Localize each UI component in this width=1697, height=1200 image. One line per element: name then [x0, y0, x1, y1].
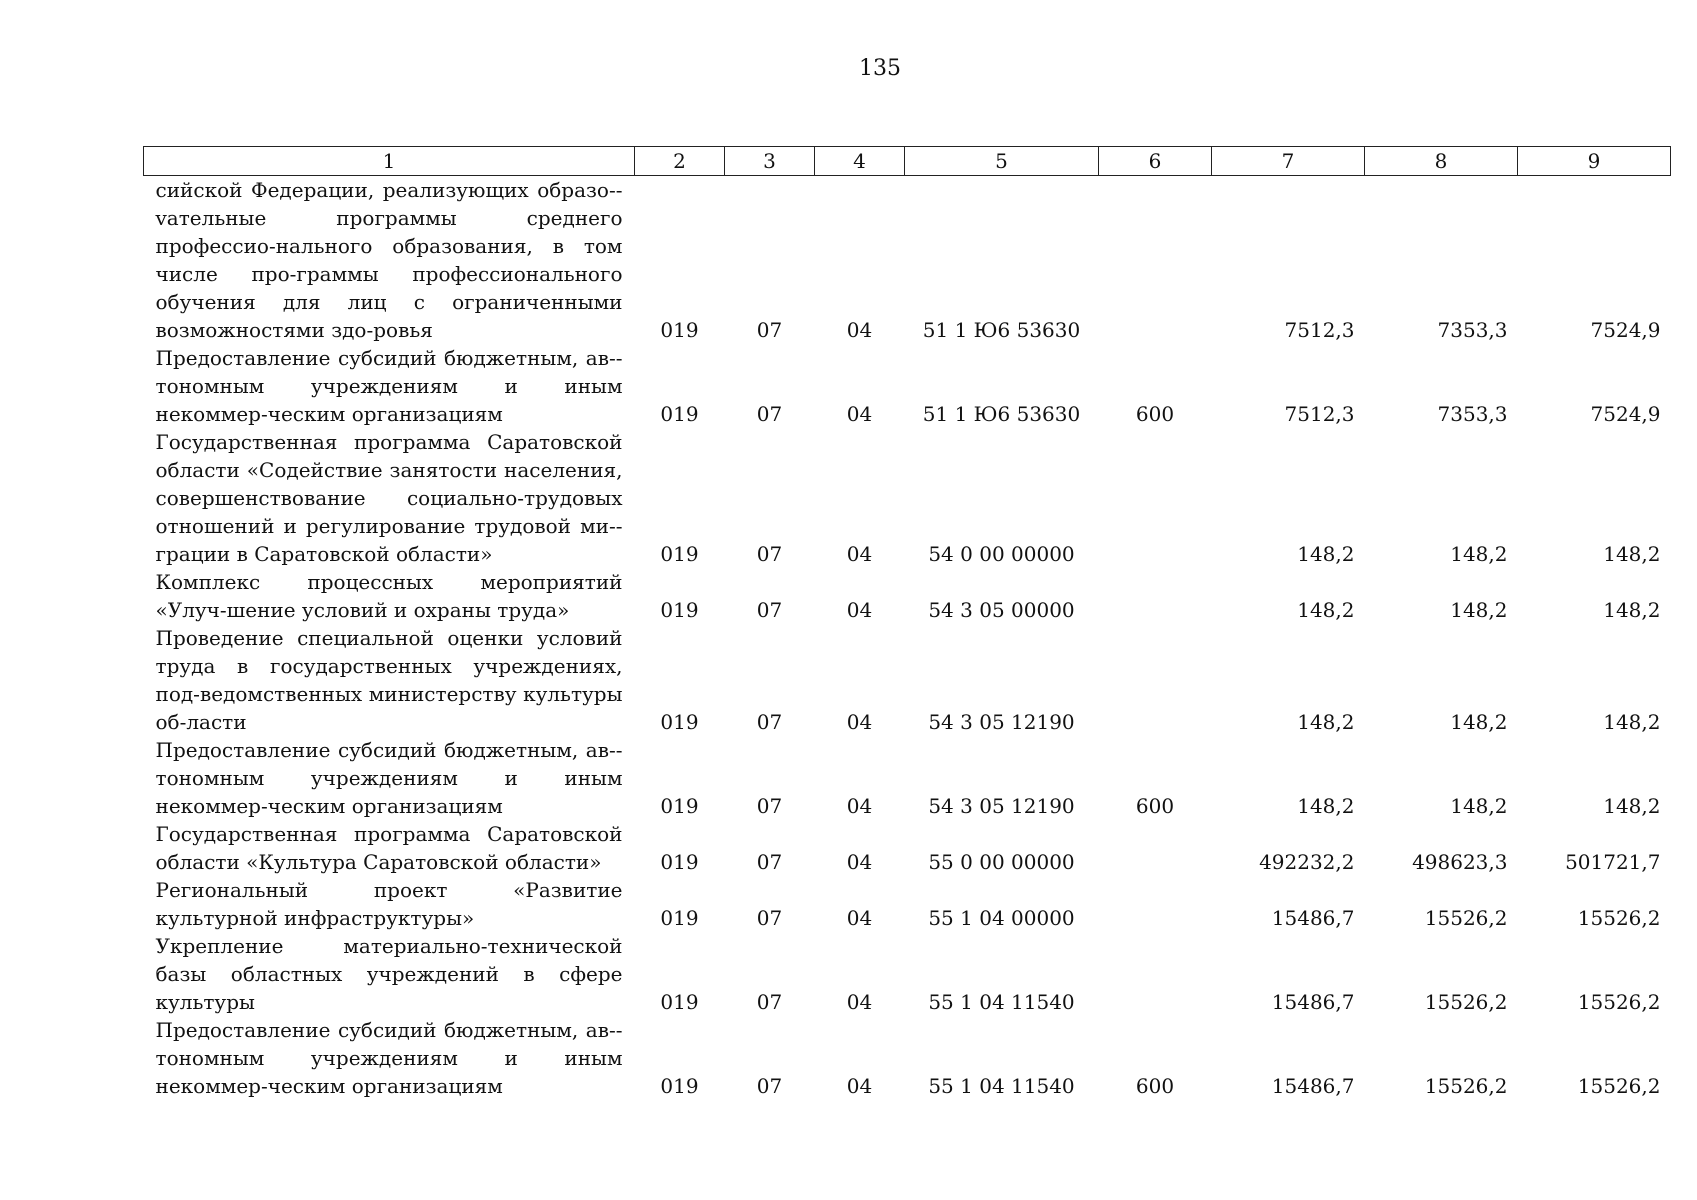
row-description: сийской Федерации, реализующих образо-vательные программы среднего профессио-нального образования, в том числе про-граммы профессионального обучения для лиц с ограниченными возможностями здо-ровья	[155, 178, 623, 342]
cell-subsection-code: 04	[846, 906, 873, 930]
cell-subsection-code: 04	[846, 318, 873, 342]
column-header-8: 8	[1365, 147, 1518, 176]
column-header-5: 5	[905, 147, 1099, 176]
cell-target-article: 55 1 04 11540	[928, 1074, 1075, 1098]
cell-amount-col9: 7524,9	[1590, 318, 1661, 342]
cell-amount-col8: 148,2	[1450, 710, 1508, 734]
cell-amount-col9: 148,2	[1603, 710, 1661, 734]
table-row	[144, 820, 1671, 876]
column-header-7: 7	[1212, 147, 1365, 176]
column-header-2: 2	[635, 147, 725, 176]
row-description: Предоставление субсидий бюджетным, ав-тономным учреждениям и иным некоммер-ческим организациям	[155, 1018, 623, 1098]
cell-amount-col7: 15486,7	[1271, 1074, 1355, 1098]
table-row	[144, 736, 1671, 820]
cell-target-article: 51 1 Ю6 53630	[922, 402, 1081, 426]
table-row	[144, 1016, 1671, 1100]
cell-section-code: 07	[756, 542, 783, 566]
row-description: Предоставление субсидий бюджетным, ав-тономным учреждениям и иным некоммер-ческим организациям	[155, 738, 623, 818]
row-description: Региональный проект «Развитие культурной инфраструктуры»	[155, 878, 623, 930]
cell-amount-col9: 148,2	[1603, 598, 1661, 622]
cell-amount-col8: 148,2	[1450, 542, 1508, 566]
table-row	[144, 876, 1671, 932]
cell-subsection-code: 04	[846, 542, 873, 566]
cell-subsection-code: 04	[846, 1074, 873, 1098]
cell-section-code: 07	[756, 906, 783, 930]
page-number: 135	[859, 56, 901, 81]
cell-target-article: 51 1 Ю6 53630	[922, 318, 1081, 342]
cell-amount-col9: 15526,2	[1577, 990, 1661, 1014]
cell-amount-col7: 148,2	[1297, 710, 1355, 734]
cell-section-code: 07	[756, 1074, 783, 1098]
column-header-9: 9	[1518, 147, 1671, 176]
cell-expense-type	[1099, 624, 1212, 736]
table-row	[144, 176, 1671, 345]
cell-amount-col7: 15486,7	[1271, 990, 1355, 1014]
row-description: Укрепление материально-технической базы областных учреждений в сфере культуры	[155, 934, 623, 1014]
cell-amount-col9: 148,2	[1603, 794, 1661, 818]
cell-amount-col7: 492232,2	[1259, 850, 1355, 874]
cell-amount-col8: 15526,2	[1424, 906, 1508, 930]
cell-section-code: 07	[756, 598, 783, 622]
cell-subsection-code: 04	[846, 990, 873, 1014]
cell-section-code: 07	[756, 318, 783, 342]
cell-amount-col7: 148,2	[1297, 598, 1355, 622]
cell-gr-code: 019	[660, 710, 699, 734]
cell-amount-col7: 7512,3	[1284, 402, 1355, 426]
column-header-1: 1	[144, 147, 635, 176]
cell-amount-col8: 148,2	[1450, 598, 1508, 622]
cell-subsection-code: 04	[846, 794, 873, 818]
cell-gr-code: 019	[660, 990, 699, 1014]
budget-table	[143, 146, 1671, 1100]
row-description: Проведение специальной оценки условий труда в государственных учреждениях, под-ведомственных министерству культуры об-ласти	[155, 626, 623, 734]
cell-amount-col8: 148,2	[1450, 794, 1508, 818]
cell-amount-col7: 148,2	[1297, 794, 1355, 818]
cell-amount-col8: 15526,2	[1424, 1074, 1508, 1098]
cell-amount-col8: 498623,3	[1412, 850, 1508, 874]
column-header-4: 4	[815, 147, 905, 176]
cell-subsection-code: 04	[846, 402, 873, 426]
cell-section-code: 07	[756, 710, 783, 734]
row-description: Государственная программа Саратовской области «Содействие занятости населения, совершенствование социально-трудовых отношений и регулирование трудовой ми-грации в Саратовской области»	[155, 430, 623, 566]
cell-target-article: 55 1 04 00000	[928, 906, 1075, 930]
cell-gr-code: 019	[660, 794, 699, 818]
cell-amount-col9: 501721,7	[1565, 850, 1661, 874]
cell-amount-col7: 15486,7	[1271, 906, 1355, 930]
row-description: Комплекс процессных мероприятий «Улуч-шение условий и охраны труда»	[155, 570, 623, 622]
cell-expense-type: 600	[1135, 402, 1175, 426]
cell-target-article: 54 0 00 00000	[928, 542, 1075, 566]
column-header-3: 3	[725, 147, 815, 176]
cell-target-article: 54 3 05 12190	[928, 710, 1075, 734]
cell-subsection-code: 04	[846, 850, 873, 874]
cell-gr-code: 019	[660, 906, 699, 930]
cell-expense-type	[1099, 428, 1212, 568]
cell-expense-type	[1099, 176, 1212, 345]
row-description: Государственная программа Саратовской области «Культура Саратовской области»	[155, 822, 623, 874]
cell-gr-code: 019	[660, 1074, 699, 1098]
cell-expense-type	[1099, 876, 1212, 932]
cell-section-code: 07	[756, 794, 783, 818]
cell-section-code: 07	[756, 850, 783, 874]
table-row	[144, 932, 1671, 1016]
cell-expense-type: 600	[1135, 1074, 1175, 1098]
cell-amount-col9: 15526,2	[1577, 1074, 1661, 1098]
cell-expense-type	[1099, 568, 1212, 624]
table-body	[144, 176, 1671, 1101]
cell-amount-col9: 15526,2	[1577, 906, 1661, 930]
table-row	[144, 344, 1671, 428]
cell-gr-code: 019	[660, 598, 699, 622]
cell-subsection-code: 04	[846, 710, 873, 734]
cell-gr-code: 019	[660, 318, 699, 342]
cell-amount-col7: 7512,3	[1284, 318, 1355, 342]
row-description: Предоставление субсидий бюджетным, ав-тономным учреждениям и иным некоммер-ческим организациям	[155, 346, 623, 426]
cell-section-code: 07	[756, 402, 783, 426]
cell-amount-col8: 15526,2	[1424, 990, 1508, 1014]
column-header-6: 6	[1099, 147, 1212, 176]
cell-amount-col9: 7524,9	[1590, 402, 1661, 426]
cell-gr-code: 019	[660, 850, 699, 874]
cell-expense-type	[1099, 820, 1212, 876]
table-row	[144, 568, 1671, 624]
cell-gr-code: 019	[660, 542, 699, 566]
cell-amount-col8: 7353,3	[1437, 318, 1508, 342]
cell-expense-type	[1099, 932, 1212, 1016]
cell-subsection-code: 04	[846, 598, 873, 622]
cell-target-article: 54 3 05 12190	[928, 794, 1075, 818]
table-row	[144, 624, 1671, 736]
cell-gr-code: 019	[660, 402, 699, 426]
cell-expense-type: 600	[1135, 794, 1175, 818]
cell-amount-col9: 148,2	[1603, 542, 1661, 566]
cell-target-article: 54 3 05 00000	[928, 598, 1075, 622]
cell-target-article: 55 0 00 00000	[928, 850, 1075, 874]
cell-amount-col8: 7353,3	[1437, 402, 1508, 426]
table-header-row	[144, 147, 1671, 176]
cell-section-code: 07	[756, 990, 783, 1014]
cell-target-article: 55 1 04 11540	[928, 990, 1075, 1014]
table-row	[144, 428, 1671, 568]
cell-amount-col7: 148,2	[1297, 542, 1355, 566]
